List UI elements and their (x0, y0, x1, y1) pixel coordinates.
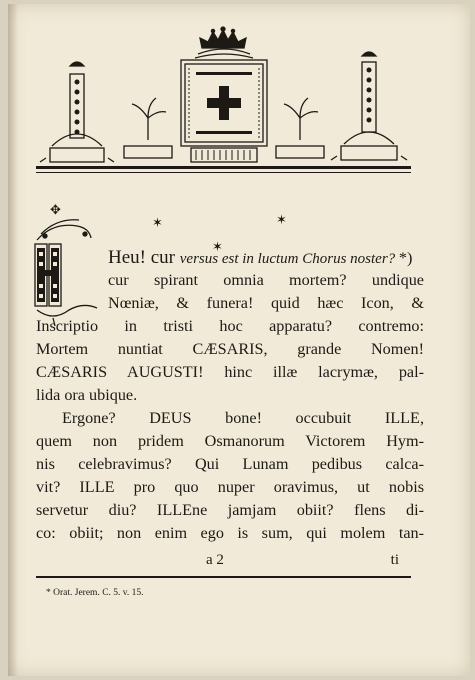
text-line-7: lida ora ubique. (36, 386, 138, 404)
star-icon: ✥ (50, 203, 61, 218)
text-line-3: Nœniæ, & funera! quid hæc Icon, & (108, 294, 424, 312)
signature-mark: a 2 (206, 552, 224, 568)
star-icon: ✶ (276, 213, 287, 228)
text-line-11: vit? ILLE pro quo nuper oravimus, ut nobis (36, 478, 424, 496)
text-line-13: co: obiit; non enim ego is sum, qui molem tan- (36, 524, 424, 542)
catchword: ti (390, 552, 399, 568)
text-line-2: cur spirant omnia mortem? undique (108, 271, 424, 289)
footnote: * Orat. Jerem. C. 5. v. 15. (46, 588, 144, 598)
star-icon: ✶ (212, 240, 223, 255)
text-line-8: Ergone? DEUS bone! occubuit ILLE, (62, 409, 424, 427)
text-line-4: Inscriptio in tristi hoc apparatu? contremo: (36, 317, 424, 335)
text-line-9: quem non pridem Osmanorum Victorem Hym- (36, 432, 424, 450)
text-line-10: nis celebravimus? Qui Lunam pedibus calca- (36, 455, 424, 473)
body-text (36, 246, 424, 545)
text-line-6: CÆSARIS AUGUSTI! hinc illæ lacrymæ, pal- (36, 363, 424, 381)
star-icon: ✶ (152, 216, 163, 231)
text-line-12: servetur diu? ILLEne jamjam obiit? flens di- (36, 501, 424, 519)
text-line-1: Heu! cur versus est in luctum Chorus noster? *) (108, 247, 413, 268)
text-line-5: Mortem nuntiat CÆSARIS, grande Nomen! (36, 340, 424, 358)
footnote-rule (36, 576, 411, 578)
